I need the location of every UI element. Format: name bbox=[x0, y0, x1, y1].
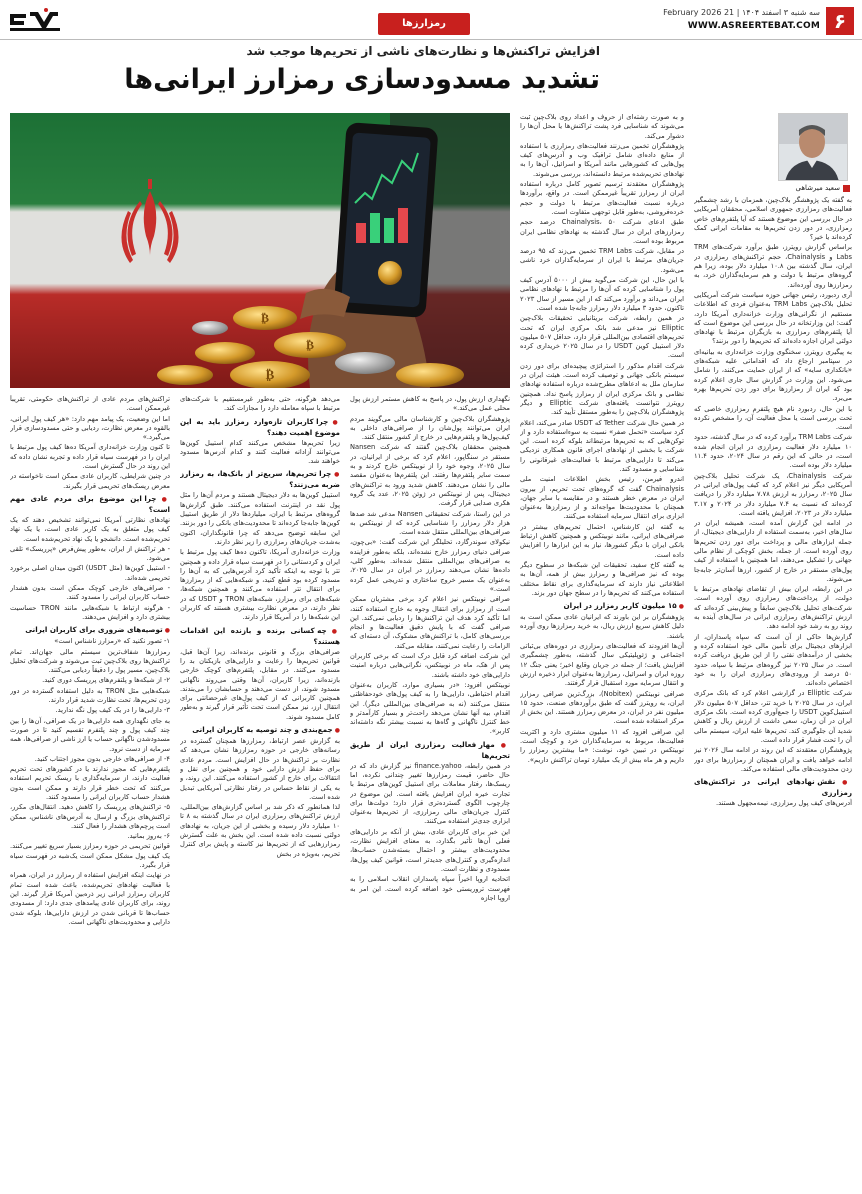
paragraph: این صرافی افزود که ۱۱ میلیون مشتری دارد و اکثریت فعالیت‌ها، مربوط به سرمایه‌گذاران خرد و کوچک است. نوبیتکس در تبیین خود، نوشت: «ما بیشترین رمزارز را داریم و هر ماه بیش از یک میلیارد تومان تراکنش داریم». bbox=[520, 727, 684, 764]
paragraph: پژوهشگران معتقدند که این روند در ادامه سال ۲۰۲۶ نیز ادامه خواهد یافت و ایران همچنان از رمزارزها برای دور زدن محدودیت‌های مالی استفاده می‌کند. bbox=[694, 746, 852, 773]
page-header bbox=[0, 0, 862, 40]
paragraph: براساس گزارش رویترز، طبق برآورد شرکت‌های TRM Labs و Chainalysis، حجم تراکنش‌های رمزارزی در ایران، سال گذشته بین ۱۰.۸ میلیارد دلار بوده، زیرا هم گروه‌های مرتبط با دولت و هم سرمایه‌گذاران خرد، به رمزارزها روی آورده‌اند. bbox=[694, 243, 852, 289]
subheading: ● ۱۵ میلیون کاربر رمزارز در ایران bbox=[520, 601, 684, 612]
subheading: ● نقش نهادهای ایرانی در تراکنش‌های رمزارزی bbox=[694, 777, 852, 798]
paragraph: - استیبل کوین‌ها (مثل USDT) اکنون میدان اصلی برخورد تحریمی شده‌اند. bbox=[10, 564, 170, 582]
paragraph: نگهداری ارزش پول، در پاسخ به کاهش مستمر ارزش پول محلی عمل می‌کند.» bbox=[350, 395, 510, 413]
paragraph: در ادامه این گزارش آمده است، همیشه ایران در سال‌های اخیر، به‌سمت استفاده از دارایی‌های دیجیتال، از جمله ابزارهای مالی و پرداخت برای دور زدن تحریم‌ها روی آورده است. از جمله، بخش کوچکی از نظام مالی جهانی را تشکیل می‌دهند، اما همچنین با استفاده از کیف پول‌های مستقر در خارج از کشور، ارزها آسان‌تر جابه‌جا می‌شوند. bbox=[694, 519, 852, 583]
paragraph: به گفته یک پژوهشگر بلاک‌چین، همزمان با رشد چشمگیر فعالیت‌های رمزارزی جمهوری اسلامی، محققان آمریکایی در حال بررسی این موضوع هستند که آیا پلتفرم‌های خاص رمزارزی، در دور زدن تحریم‌ها به مقامات ایرانی کمک کرده‌اند یا خیر؟ bbox=[694, 196, 852, 242]
paragraph: با این حال، ردبورد نام هیچ پلتفرم رمزارزی خاصی که تحت بررسی است یا محل فعالیت آن، را مشخص نکرده است. bbox=[694, 404, 852, 432]
paragraph: شرکت TRM Labs برآورد کرده که در سال گذشته، حدود ۱۰ میلیارد دلار فعالیت رمزارزی در ایران انجام شده است، در حالی که این رقم در سال ۲۰۲۴، حدود ۱۱.۴ میلیارد دلار بوده است. bbox=[694, 433, 852, 470]
paragraph: ۶- به‌روز بمانید. bbox=[127, 832, 170, 841]
subheading: ● جمع‌بندی و چند توصیه به کاربران ایرانی bbox=[180, 725, 340, 736]
paragraph: پلتفرم‌هایی که مجوز ندارند یا در کشورهای تحت تحریم فعالیت دارند، از سرمایه‌گذاری با ریسک تحریم استفاده می‌کنند که تحت خطر قرار دارند و ممکن است بدون هشدار حساب کاربران ایرانی را مسدود کنند. bbox=[10, 765, 170, 801]
paragraph: تراکنش‌های مردم عادی از تراکنش‌های حکومتی، تقریباً غیرممکن است. bbox=[10, 395, 170, 413]
paragraph: شبکه‌هایی مثل TRON به دلیل استفاده گسترده در دور زدن تحریم‌ها، تحت نظارت شدید قرار دارند. bbox=[10, 686, 170, 705]
paragraph: و به صورت رشته‌ای از حروف و اعداد روی بلاک‌چین ثبت می‌شوند که شناسایی فرد پشت تراکنش‌ها یا محل آن‌ها را دشوار می‌کند. bbox=[520, 113, 684, 140]
paragraph: ۱- تصور نکنید که «رمزارز ناشناس است» bbox=[54, 637, 170, 646]
paragraph: صرافی‌های بزرگ و قانونی برنده‌اند، زیرا آن‌ها قبل، قوانین تحریم‌ها را رعایت و دارایی‌های بازیکنان بد را مسدود می‌کنند. در مقابل، پلتفرم‌های کوچک خارجی بازنده‌اند، زیرا کاربران، آن‌ها وقتی می‌روند ناگهانی مسدود شوند، از دست می‌دهند و حسابشان را می‌بندند. همچنین کاربرانی که از کیف پول‌های غیرحضانتی برای انتقال ارز، نیز ممکن است تحت تأثیر قرار گیرند و به‌طور کامل مسدود شوند. bbox=[180, 647, 340, 721]
paragraph: در همین رابطه، شرکت بریتانیایی تحقیقات بلاک‌چین Elliptic نیز مدعی شد بانک مرکزی ایران که تحت تحریم‌های اقتصادی بین‌المللی قرار دارد، حداقل ۵۰۷ میلیون دلار استیبل کوین USDT را در سال ۲۰۲۵ خریداری کرده است. bbox=[520, 314, 684, 360]
paragraph: در این رابطه، ایران بیش از تقاضای نهادهای مرتبط با دولت، از پرداخت‌های رمزارزی روی آورده است. شرکت‌های تحلیل بلاک‌چین سابقاً و پیش‌بینی کرده‌اند که ارزش تراکنش‌های رمزارزی ایرانی در سال‌های آینده به روند رو به رشد خود ادامه دهد. bbox=[694, 585, 852, 631]
paragraph: به گفته این کارشناس، احتمال تحریم‌های بیشتر در صرافی‌های ایرانی، مانند نوبیتکس و همچنین کاهش ارتباط بانکی ایران با دیگر کشورها، نیاز به این ابزارها را افزایش داده است. bbox=[520, 522, 684, 559]
paragraph: در مقابل، شرکت TRM Labs تخمین می‌زند که ۹۵ درصد جریان‌های مرتبط با ایران از سرمایه‌گذاران خرد ناشی می‌شود. bbox=[520, 247, 684, 274]
paragraph: اندرو فیرمن، رئیس بخش اطلاعات امنیت ملی Chainalysis گفت که گروه‌های تحت تحریم، از بیرون ایران در معرض خطر هستند و در مقایسه با سایر جهان، همچنان با محدودیت‌ها مواجه‌اند و از رمزارزها به‌عنوان ابزاری برای انتقال سرمایه استفاده می‌کنند. bbox=[520, 475, 684, 521]
subheading: ● چه کسانی برنده و بازنده این اقدامات هستند؟ bbox=[180, 626, 340, 647]
paragraph: تا کنون وزارت خزانه‌داری آمریکا ده‌ها کیف پول مرتبط با ایران را در فهرست سیاه قرار داده و تجربه نشان داده که این روند در حال گسترش است. bbox=[10, 443, 170, 471]
paragraph: به گفته کاخ سفید، تحقیقات این شبکه‌ها در سطوح دیگر بوده که نیز صرافی‌ها و رمزارز بیش از همه، آن‌ها به اطلاعاتی نیاز دارند که سرمایه‌گذاری برای نقاط مختلف استفاده می‌کنند که تحریم‌ها را در سطح جهان دور بزند. bbox=[520, 560, 684, 597]
paragraph: در این راستا، شرکت تحقیقاتی Nansen مدعی شد صدها هزار دلار رمزارز را شناسایی کرده که از نوبیتکس به صرافی‌های بین‌المللی منتقل شده است. bbox=[350, 509, 510, 537]
subheading: ● مهار فعالیت رمزارزی ایران از طریق تحریم‌ها bbox=[350, 740, 510, 761]
subheading: ● چرا این موضوع برای مردم عادی مهم است؟ bbox=[10, 494, 170, 515]
svg-text:₿: ₿ bbox=[265, 368, 275, 383]
paragraph: شرکت Chainalysis، یک شرکت تحلیل بلاک‌چین آمریکایی دیگر نیز اعلام کرد که کیف پول‌های ایرانی در سال ۲۰۲۵، رمزارز به ارزش ۷.۷۸ میلیارد دلار را دریافت کرده‌اند که نسبت به ۷.۴ میلیارد دلار در ۲۰۲۴ و ۳.۱۷ میلیارد دلار در ۲۰۲۳، افزایش یافته است. bbox=[694, 471, 852, 517]
article-kicker: افزایش تراکنش‌ها و نظارت‌های ناشی از تحریم‌ها موجب شد bbox=[246, 44, 600, 58]
paragraph: قوانین تحریمی در حوزه رمزارز بسیار سریع تغییر می‌کنند. یک کیف پول مشکل ممکن است یک‌شبه در فهرست سیاه قرار بگیرد. bbox=[10, 842, 170, 870]
paragraph: صرافی نوبیتکس نیز اعلام کرد برخی مشتریان ممکن است از رمزارز برای انتقال وجوه به خارج استفاده کنند، اما تأکید کرد هدف این تراکنش‌ها را ردیابی نمی‌کند. این صرافی گفت که با پایش دقیق فعالیت‌ها و انجام بررسی‌های کامل، با تراکنش‌های مشکوک، آن دسته‌ای که الزامات را رعایت نمی‌کنند، مقابله می‌کند. bbox=[350, 595, 510, 650]
paragraph: - صرافی‌های خارجی کوچک ممکن است بدون هشدار حساب کاربران ایرانی را مسدود کنند. bbox=[10, 584, 170, 602]
paragraph: طبق ادعای شرکت Chainalysis، ۵۰ درصد حجم رمزارزهای ایران در سال گذشته به نهادهای نظامی ایران مربوط بوده است. bbox=[520, 218, 684, 245]
paragraph: در همین حال شرکت Tether که USDT صادر می‌کند، اعلام کرد سیاست «تحمل صفر» نسبت به سوءاستفاده دارد و از توکن‌هایی که به تحریم‌ها مرتبط‌اند بلوکه کرده است. این شرکت با بخشی از نهادهای اجرای قانون همکاری نزدیکی می‌کند تا دارایی‌های مرتبط با فعالیت‌های غیرقانونی را شناسایی و مسدود کند. bbox=[520, 418, 684, 473]
paragraph: ۲- از شبکه‌ها و پلتفرم‌های پرریسک دوری کنید. bbox=[42, 676, 170, 685]
subheading: ● چرا کاربران تازه‌وارد رمزارز باید به این موضوع اهمیت دهند؟ bbox=[180, 417, 340, 438]
paragraph: وزارت خزانه‌داری آمریکا، تاکنون ده‌ها کیف پول مرتبط با ایران و کردستانی را در فهرست سیاه قرار داده و همچنین تتر با توجه به اینکه تأکید کرد آدرس‌هایی که به آن‌ها را مسدود کرده بود قطع کنید، و شبکه‌هایی که از رمزارزها برای انتقال تتر استفاده می‌کنند و همچنین شبکه‌ها، شبکه‌های برای رمزارز، شبکه‌های TRON و USDT که در نظر دارند، در معرض نظارت بیشتری هستند که کاربران این شبکه‌ها را در آمریکا قرار دارند. bbox=[180, 548, 340, 622]
paragraph: - هر تراکنش از ایران، به‌طور پیش‌فرض «پرریسک» تلقی می‌شود. bbox=[10, 544, 170, 563]
newspaper-logo bbox=[6, 6, 64, 36]
paragraph: شرکت Elliptic در گزارشی اعلام کرد که بانک مرکزی ایران، در سال ۲۰۲۵ با خرید تتر، حداقل ۵۰۷ میلیون دلار استیبل‌کوین USDT را جمع‌آوری کرده است. بانک مرکزی ایران در آن زمان، سعی داشت از ارزش ریال و کاهش شدید آن جلوگیری کند. تحریم‌ها علیه ایران، سیستم مالی آن را تحت فشار قرار داده است. bbox=[694, 689, 852, 744]
paragraph: این خبر برای کاربران عادی، بیش از آنکه بر دارایی‌های فعلی آن‌ها تأثیر بگذارد، به معنای افزایش نظارت، محدودیت‌های بیشتر و احتمال بسته‌شدن حساب‌ها، اندازه‌گیری و کنترل‌های جدیدتر است، قوانین کیف پول‌ها، مسدودی و نظارت است. bbox=[350, 827, 510, 873]
svg-text:₿: ₿ bbox=[305, 338, 315, 352]
paragraph: ۴- از صرافی‌های خارجی بدون مجوز اجتناب کنید. bbox=[34, 754, 170, 763]
subheading: ● توصیه‌های ضروری برای کاربران ایرانی bbox=[10, 625, 170, 636]
paragraph: صرافی نوبیتکس (Nobitex)، بزرگ‌ترین صرافی رمزارز ایران، به رویترز گفت که طبق برآوردهای صنعت، حدود ۱۵ میلیون نفر در ایران، در معرض رمزارز هستند. این بخش از مرکز استفاده شده است. bbox=[520, 689, 684, 726]
page-number: ۶ bbox=[826, 7, 854, 35]
paragraph: آن‌ها افزودند که فعالیت‌های رمزارزی در دوره‌های بی‌ثباتی اجتماعی و ژئوپلیتیکی سال گذشته، به‌طور چشمگیری افزایش یافت؛ از جمله در جریان وقایع اخیر؛ یعنی جنگ ۱۲ روزه ایران و اسرائیل، رمزارزها به‌عنوان ابزار ذخیره ارزش و انتقال سرمایه مورد استقبال قرار گرفتند. bbox=[520, 642, 684, 688]
article-column-5 bbox=[10, 395, 170, 1190]
paragraph: در همین رابطه، finance.yahoo نیز گزارش داد که در حال حاضر، قیمت رمزارزها تغییر چندانی نکرده، اما ریسک‌ها، رفتار معاملات برای استیبل کوین‌های مرتبط با تجارت خیره ایران افزایش یافته است. این موضوع در چارچوب الگوی گسترده‌تری قرار دارد؛ دولت‌ها برای کنترل جریان‌های مالی رمزارزی، از تحریم‌ها به‌عنوان ابزاری جدی‌تر استفاده می‌کنند. bbox=[350, 761, 510, 826]
paragraph: این شرکت اضافه کرد قابل درک است که برخی کاربران پس از هک، ماه در نوبیتکس، نگرانی‌هایی درباره امنیت دارایی‌های خود داشته باشند. bbox=[350, 652, 510, 679]
paragraph: اتحادیه اروپا اخیراً سپاه پاسداران انقلاب اسلامی را به فهرست تروریستی خود اضافه کرده است. این امر به اروپا اجازه bbox=[350, 875, 510, 902]
paragraph: پژوهشگران بر این باورند که ایرانیان عادی ممکن است به دلیل کاهش سریع ارزش ریال، به خرید رمزارزها روی آورده باشند. bbox=[520, 613, 684, 640]
paragraph: در چنین شرایطی، کاربران عادی ممکن است ناخواسته در معرض ریسک‌های تحریمی قرار بگیرند. bbox=[10, 472, 170, 490]
paragraph: پژوهشگران بلاک‌چین و کارشناسان مالی می‌گویند مردم ایران می‌توانند پول‌شان را از صرافی‌های داخلی به کیف‌پول‌ها و پلتفرم‌هایی در خارج از کشور منتقل کنند. bbox=[350, 414, 510, 442]
article-column-4 bbox=[180, 395, 340, 1190]
paragraph: آری ردبورد، رئیس جهانی حوزه سیاست شرکت آمریکایی تحلیل بلاک‌چین TRM Labs به‌عنوان فردی که اطلاعات مستقیم از نگرانی‌های وزارت خزانه‌داری آمریکا دارد، گفت: این وزارتخانه در حال بررسی این موضوع است که آیا پلتفرم‌های رمزارزی به بازیگران مرتبط با نهادهای دولتی ایران اجازه داده‌اند که تحریم‌ها را دور بزنند؟ bbox=[694, 290, 852, 346]
paragraph: نیکولای سوندرگارد، تحلیلگر این شرکت گفت: «بی‌چون، صرافی دنیای رمزارز خارج نشده‌اند، بلکه به‌طور فزاینده به صرافی‌های بین‌المللی منتقل شده‌اند. به‌طور کلی، داده‌ها نشان می‌دهند رمزارز در ایران در سال ۲۰۲۵، به‌عنوان یک مسیر خروج ساختاری و تدریجی عمل کرده است.» bbox=[350, 538, 510, 593]
paragraph: رمزارزها شفاف‌ترین سیستم مالی جهان‌اند. تمام تراکنش‌ها روی بلاک‌چین ثبت می‌شوند و شرکت‌های تحلیل بلاک‌چین، مسیر پول را دقیقاً ردیابی می‌کنند. bbox=[10, 647, 170, 675]
paragraph: نهادهای نظارتی آمریکا نمی‌توانند تشخیص دهند که یک کیف پول متعلق به یک کاربر عادی است، یا یک نهاد تحریم‌شده است. دانشجو یا یک نهاد تحریم‌شده است. bbox=[10, 515, 170, 543]
article-column-2 bbox=[520, 113, 684, 1190]
paragraph: همچنین محققان بلاک‌چین گفتند که شرکت Nansen مستقر در سنگاپور، اعلام کرد که برخی از ایرانیان، در سال ۲۰۲۵، وجوه خود را از نوبیتکس خارج کردند و به سمت سایر پلتفرم‌ها رفتند. این پلتفرم‌ها به‌عنوان مقصد مالی را نشان می‌دهند. کاهش شدید ورود به تراکنش‌های دیجیتال، پس از نوبیتکس در ژوئن ۲۰۲۵، عدد یک گروه هکری صدایی قرار گرفت. bbox=[350, 443, 510, 508]
article-photo bbox=[10, 113, 510, 388]
author-name: سعید میرشاهی bbox=[795, 184, 850, 192]
paragraph: به پیگیری رویترز، سخنگوی وزارت خزانه‌داری به بیانیه‌ای در سپتامبر ارجاع داد که اقداماتی علیه شبکه‌های «بانکداری سایه» که از ایران حمایت می‌کنند، را شامل می‌شود. این وزارت در گزارش سال جاری اعلام کرده بود که ایران از رمزارزها برای دور زدن تحریم‌ها بهره می‌برد. bbox=[694, 347, 852, 403]
paragraph: گزارش‌ها حاکی از آن است که سپاه پاسداران، از ابزارهای دیجیتال برای تأمین مالی خود استفاده کرده و بخشی از درآمدهای نفتی را از این طریق دریافت کرده است. در سال ۲۰۲۵ نیز گروه‌های مرتبط با سپاه، حدود ۵۰ درصد از ورودی‌های رمزارزی ایران را به خود اختصاص داده‌اند. bbox=[694, 632, 852, 688]
paragraph: اما این وضعیت، یک پیامد مهم دارد: «هر کیف پول ایرانی، بالقوه در معرض نظارت، ردیابی و حتی مسدودسازی قرار می‌گیرد.» bbox=[10, 414, 170, 442]
paragraph: استیبل کوین‌ها به دلار دیجیتال هستند و مردم آن‌ها را مثل پول نقد در اینترنت استفاده می‌کنند. طبق گزارش‌ها گروه‌های مرتبط با ایران، میلیاردها دلار از طریق استیبل کوین‌ها جابه‌جا کرده‌اند تا محدودیت‌های بانکی را دور بزنند. این سابقه توضیح می‌دهد که چرا قانونگذاران، اکنون به‌شدت جریان‌های رمزارزی را زیر نظر دارند. bbox=[180, 491, 340, 546]
paragraph: پژوهشگران تخمین می‌زنند فعالیت‌های رمزارزی با استفاده از منابع داده‌ای شامل ترافیک وب و آدرس‌های کیف پول‌هایی که کشورهایی مانند آمریکا و اسرائیل، آن‌ها را به نهادهای تحریم‌شده مرتبط دانسته‌اند، بررسی می‌شوند. bbox=[520, 141, 684, 178]
svg-text:₿: ₿ bbox=[260, 311, 270, 325]
paragraph: آدرس‌های کیف پول رمزارزی، نیمه‌مجهول هستند. bbox=[716, 799, 852, 808]
subheading: ● چرا تحریم‌ها، سریع‌تر از بانک‌ها، به رمزارز ضربه می‌زنند؟ bbox=[180, 469, 340, 490]
article-column-1 bbox=[694, 196, 852, 1190]
article-column-3 bbox=[350, 395, 510, 1190]
author-photo bbox=[778, 113, 848, 181]
paragraph: با این حال، این شرکت می‌گوید بیش از ۵۰۰۰ آدرس کیف پول را شناسایی کرده که آن‌ها را مرتبط با نهادهای نظامی ایران می‌داند و برآورد می‌کند که از این مسیر از سال ۲۰۲۳ تاکنون، حدود ۳ میلیارد دلار رمزارز جابه‌جا شده است. bbox=[520, 276, 684, 312]
paragraph: ۵- تراکنش‌های پرریسک را کاهش دهید. انتقال‌های مکرر، تراکنش‌های بزرگ و ارسال به آدرس‌های ناشناس، ممکن است پرچم‌های هشدار را فعال کنند. bbox=[10, 803, 170, 830]
paragraph: در نهایت اینکه افزایش استفاده از رمزارز در ایران، همراه با فعالیت نهادهای تحریم‌شده، باعث شده است تمام کاربران رمزارز ایرانی زیر ذره‌بین آمریکا قرار گیرند. این روند، برای کاربران عادی پیامدهای جدی دارد: از مسدودی حساب‌ها تا قربانی شدن در ارزش دارایی‌ها، بلوکه شدن دارایی و محدودیت‌های ناگهانی است. bbox=[10, 871, 170, 926]
paragraph: لذا همانطور که ذکر شد بر اساس گزارش‌های بین‌المللی، ارزش تراکنش‌های رمزارزی ایران در سال گذشته به ۸ تا ۱۰ میلیارد دلار رسیده و بخشی از این جریان، به نهادهای دولتی نسبت داده شده است. این بخش به علت گسترش رمزارزهایی که از تحریم‌ها نیز کاسته و پایش برای کنترل تحریم، به‌ویژه در بخش bbox=[180, 803, 340, 858]
section-label: رمزارزها bbox=[378, 13, 470, 35]
paragraph: زیرا تحریم‌ها مشخص می‌کنند کدام استیبل کوین‌ها می‌توانند آزادانه فعالیت کنند و کدام آدرس‌ها مسدود خواهند شد. bbox=[180, 438, 340, 466]
paragraph: ۳- دارایی‌ها را در یک کیف پول نگه ندارید. bbox=[55, 706, 170, 715]
paragraph: به جای نگهداری همه دارایی‌ها در یک صرافی، آن‌ها را بین چند کیف پول و چند پلتفرم تقسیم کنید تا در صورت مسدودشدن ناگهانی حساب یا ارز ناشی از صرافی‌ها، همه سرمایه از دست نرود. bbox=[10, 716, 170, 753]
paragraph: - هرگونه ارتباط با شبکه‌هایی مانند TRON حساسیت بیشتری دارد و افزایش می‌دهند. bbox=[10, 603, 170, 621]
issue-date: سه شنبه ۳ اسفند ۱۴۰۴ | 21 February 2026 bbox=[663, 8, 820, 17]
website-url[interactable]: WWW.ASREERTEBAT.COM bbox=[687, 21, 820, 31]
article-headline: تشدید مسدودسازی رمزارز ایرانی‌ها bbox=[124, 64, 600, 95]
paragraph: نوبیتکس افزود: «در بسیاری موارد، کاربران به‌عنوان اقدام احتیاطی، دارایی‌ها را به کیف پول‌های خودحفاظتی منتقل می‌کنند (نه به صرافی‌های بین‌المللی دیگر). این اقدام، بیه آنها نشان می‌دهد راحت‌تر و بسیار کارآمدتر و خط کنترل ناگهانی و گاه‌ها به نسبت بیشتر نگه داشته‌اند کاربر». bbox=[350, 680, 510, 736]
paragraph: پژوهشگران معتقدند ترسیم تصویر کامل درباره استفاده ایران از رمزارز تقریباً غیرممکن است. در واقع، برآوردها درباره نسبت فعالیت‌های مرتبط با دولت و حجم خرده‌فروشی، به‌طور قابل توجهی متفاوت است. bbox=[520, 180, 684, 216]
paragraph: شرکت اقدام مذکور را استراتژی پیچیده‌ای برای دور زدن سیستم بانکی جهانی و توصیف کرده است. هیئت ایران در سازمان ملل به ادعاهای مطرح‌شده درباره استفاده نهادهای نظامی و بانک مرکزی ایران از رمزارز پاسخ نداد. همچنین رویترز نتوانست یافته‌های شرکت Elliptic و دیگر پژوهشگران بلاک‌چین را به‌طور مستقل تأیید کند. bbox=[520, 361, 684, 417]
paragraph: می‌دهد هرگونه، حتی به‌طور غیرمستقیم با شرکت‌های مرتبط با سپاه معامله دارد را مجازات کند. bbox=[180, 395, 340, 413]
paragraph: به گزارش عصر ارتباط، رمزارزها همچنان گسترده در رسانه‌های خارجی در حوزه رمزارزها نشان می‌دهد که نظارت بر تراکنش‌ها در حال افزایش است. مردم عادی برای حفظ ارزش دارایی خود و همچنین برای نقل و انتقالات برای خارج از کشور استفاده می‌کنند. این روند، و به یکی از نقاط حساس در رفتار نظارتی آمریکایی تبدیل شده است. bbox=[180, 737, 340, 801]
